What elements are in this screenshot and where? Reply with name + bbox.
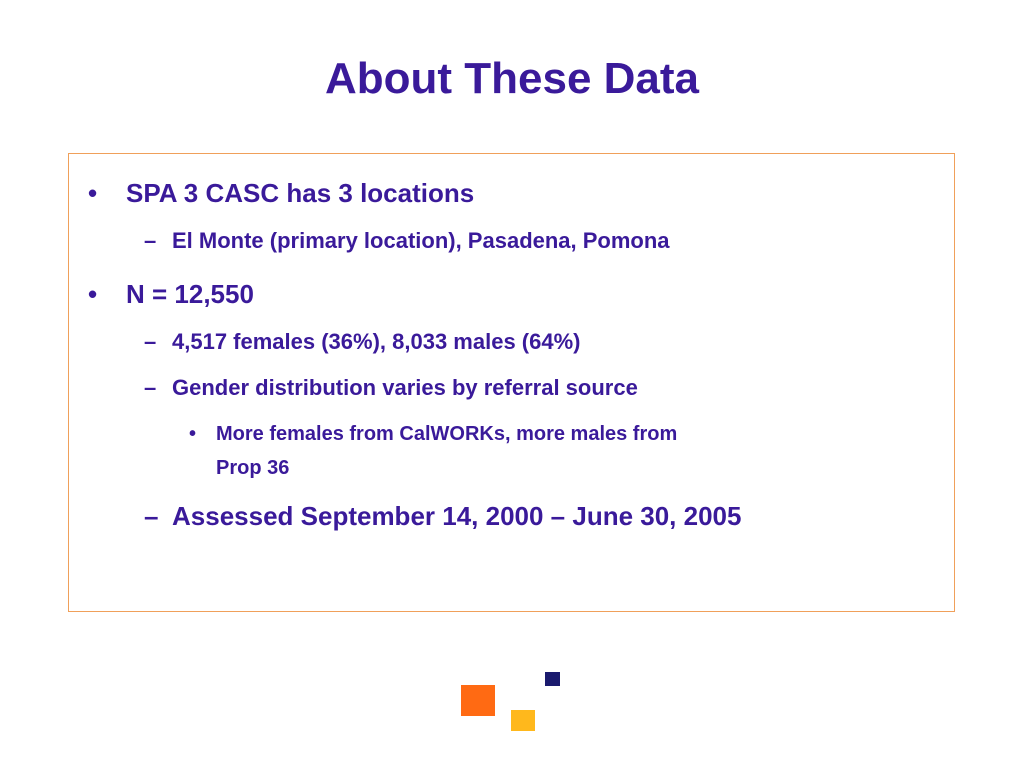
slide-title: About These Data bbox=[324, 54, 700, 103]
bullet-n-total: N = 12,550 bbox=[126, 279, 254, 309]
sub-bullet-assessment-period: Assessed September 14, 2000 – June 30, 2005 bbox=[172, 501, 742, 531]
dash-marker: – bbox=[144, 501, 159, 531]
orange-square-decoration bbox=[461, 685, 495, 716]
dash-marker: – bbox=[144, 329, 157, 354]
content-box bbox=[68, 153, 955, 612]
sub-bullet-gender-distribution: Gender distribution varies by referral source bbox=[172, 375, 638, 400]
sub-sub-bullet-referral-line2: Prop 36 bbox=[216, 457, 290, 479]
sub-sub-bullet-referral-line1: More females from CalWORKs, more males from bbox=[216, 423, 678, 445]
sub-bullet-locations: El Monte (primary location), Pasadena, Pomona bbox=[172, 228, 670, 253]
bullet-spa3-locations: SPA 3 CASC has 3 locations bbox=[126, 178, 475, 208]
yellow-square-decoration bbox=[511, 710, 535, 731]
bullet-marker: • bbox=[88, 178, 98, 208]
navy-square-decoration bbox=[545, 672, 560, 686]
dash-marker: – bbox=[144, 375, 157, 400]
bullet-marker: • bbox=[88, 279, 98, 309]
dash-marker: – bbox=[144, 228, 157, 253]
sub-bullet-gender-counts: 4,517 females (36%), 8,033 males (64%) bbox=[172, 329, 581, 354]
bullet-marker: • bbox=[189, 423, 197, 445]
